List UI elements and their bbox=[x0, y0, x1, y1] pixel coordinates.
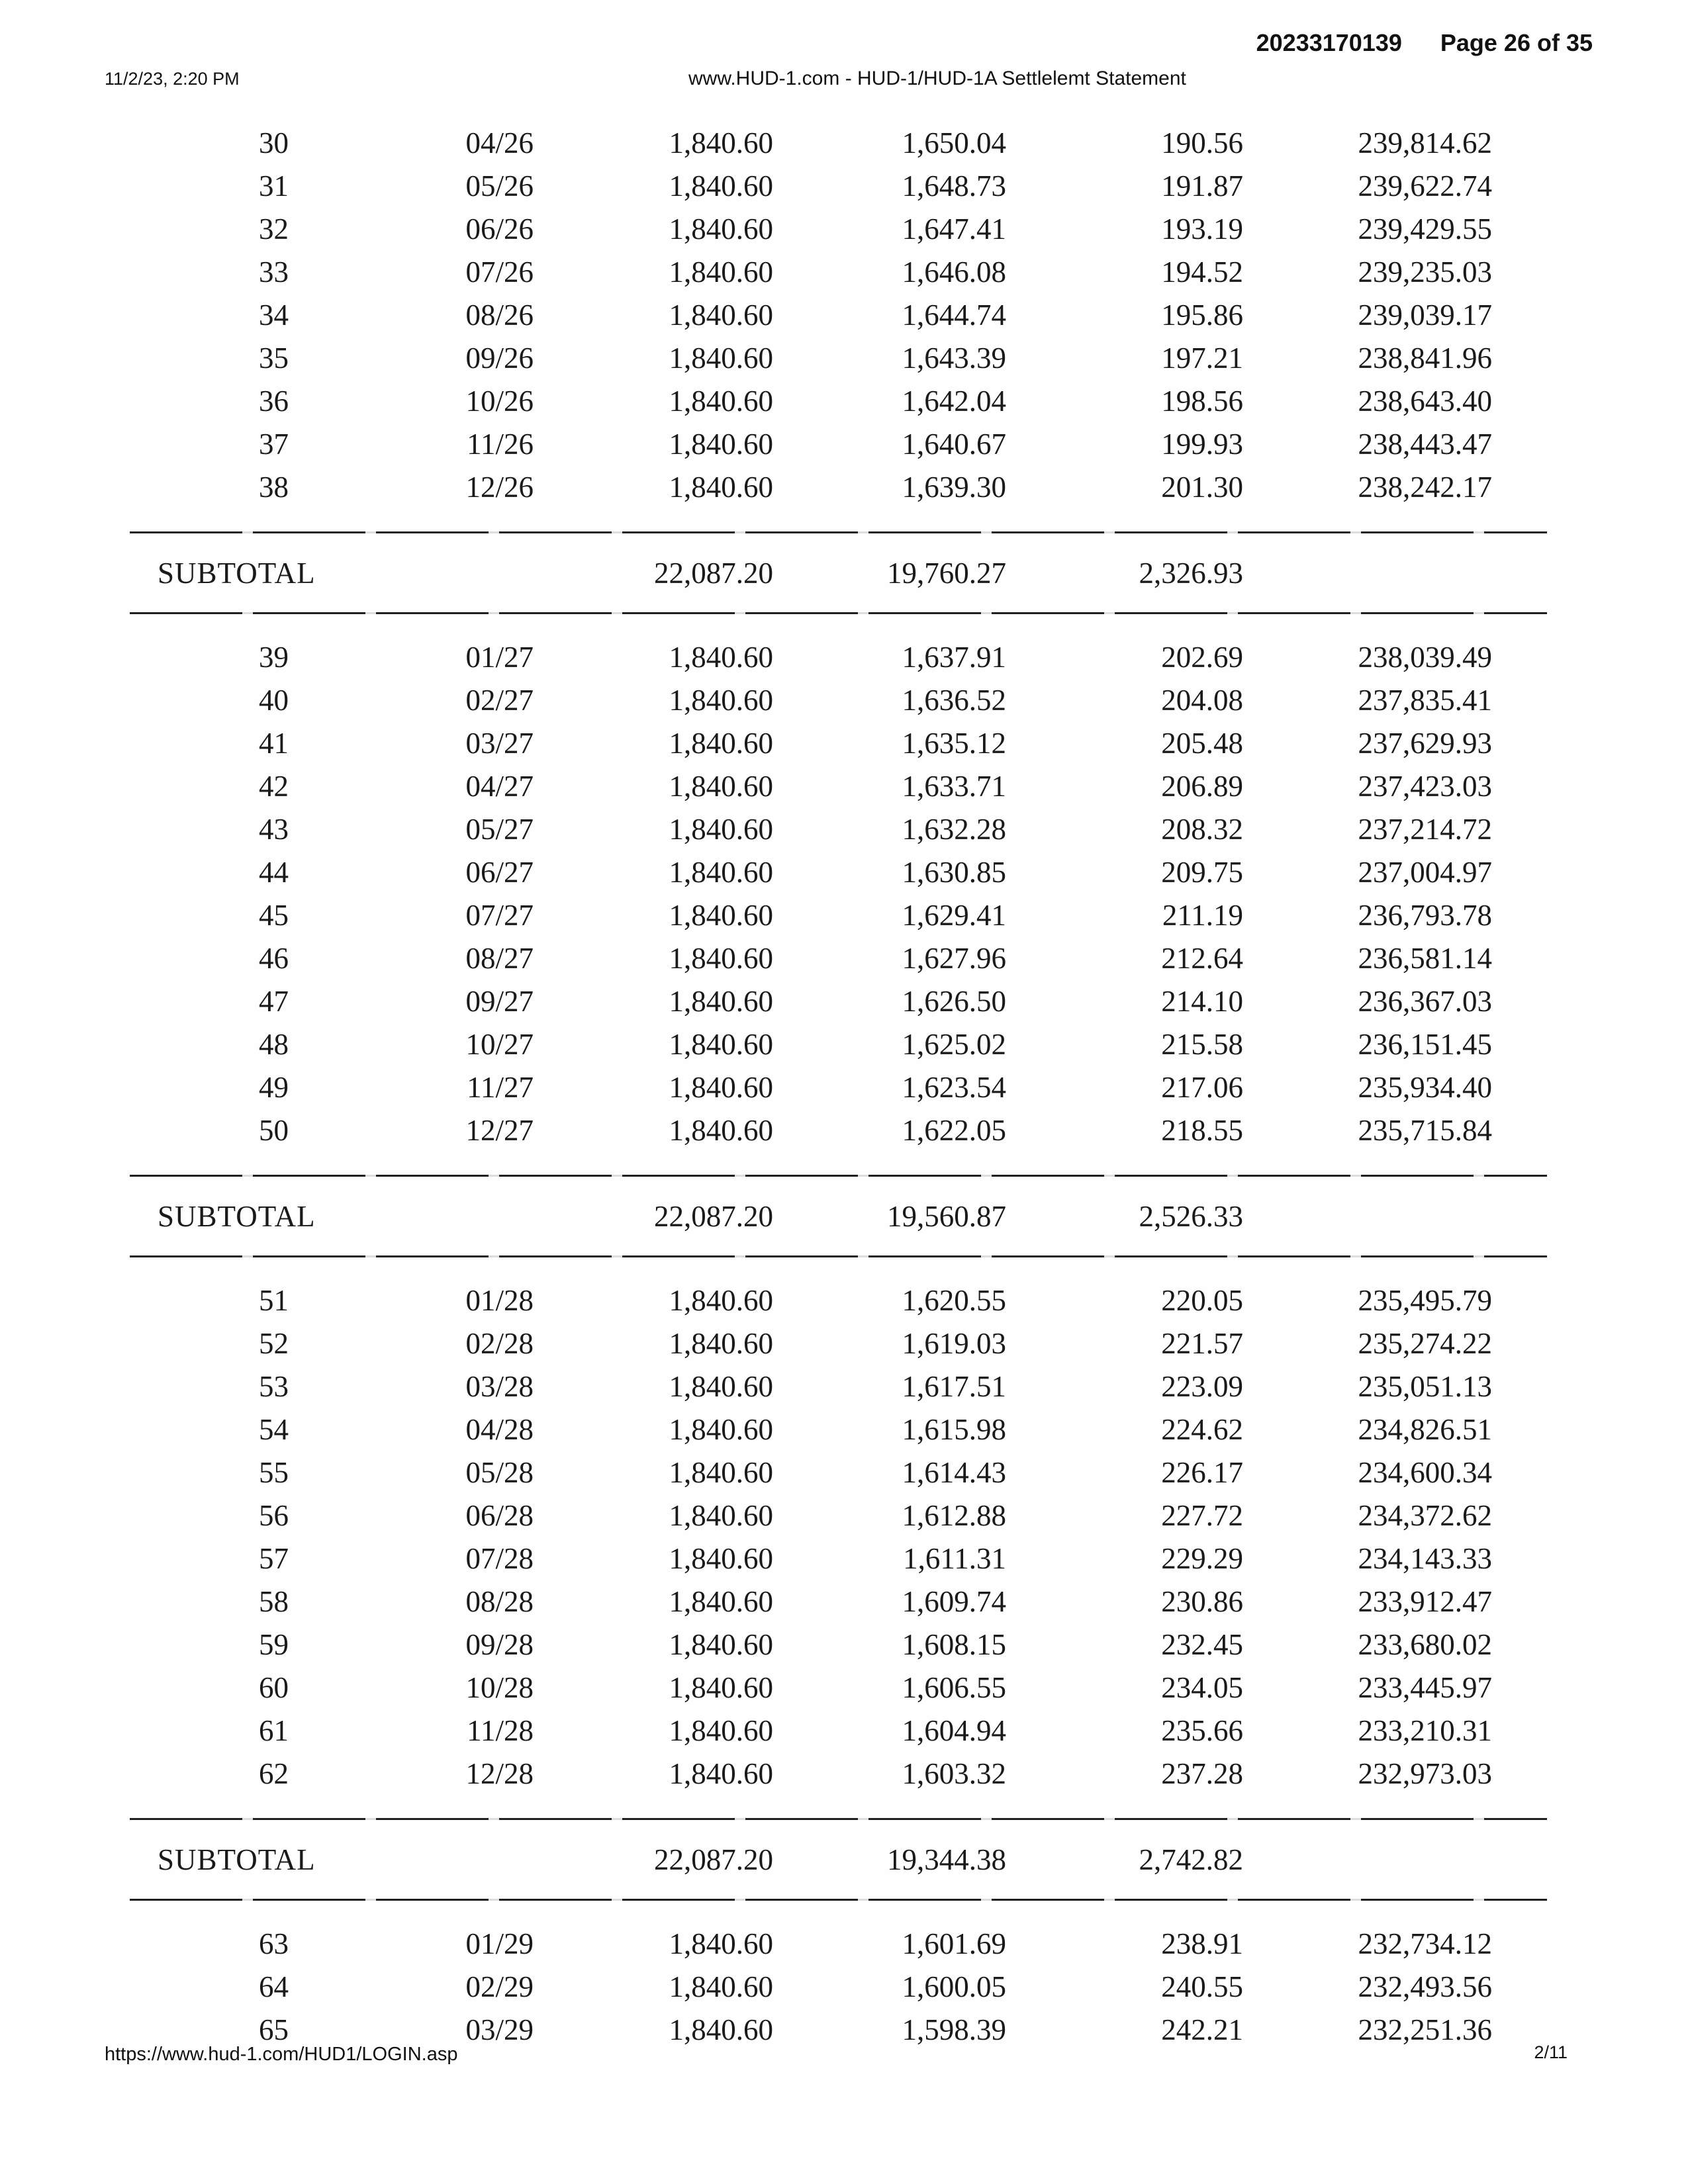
principal-cell: 232.45 bbox=[1161, 1628, 1243, 1661]
principal-cell: 237.28 bbox=[1161, 1757, 1243, 1790]
balance-cell: 232,734.12 bbox=[1358, 1927, 1492, 1960]
principal-cell: 234.05 bbox=[1161, 1671, 1243, 1704]
balance-cell: 239,622.74 bbox=[1358, 169, 1492, 203]
table-row bbox=[130, 1322, 1547, 1365]
payment-cell: 1,840.60 bbox=[669, 1671, 773, 1704]
table-row bbox=[130, 466, 1547, 509]
table-row bbox=[130, 1109, 1547, 1152]
payment-number-cell: 52 bbox=[259, 1327, 289, 1360]
date-cell: 07/27 bbox=[465, 899, 534, 932]
interest-cell: 1,636.52 bbox=[902, 684, 1006, 717]
interest-cell: 1,615.98 bbox=[902, 1413, 1006, 1446]
payment-cell: 1,840.60 bbox=[669, 1284, 773, 1317]
payment-cell: 1,840.60 bbox=[669, 727, 773, 760]
principal-cell: 198.56 bbox=[1161, 385, 1243, 418]
payment-number-cell: 42 bbox=[259, 770, 289, 803]
table-section bbox=[130, 1923, 1547, 2052]
subtotal-interest-cell: 19,560.87 bbox=[887, 1200, 1006, 1233]
subtotal-label: SUBTOTAL bbox=[158, 1843, 316, 1876]
table-row bbox=[130, 1623, 1547, 1666]
principal-cell: 211.19 bbox=[1162, 899, 1243, 932]
balance-cell: 235,934.40 bbox=[1358, 1071, 1492, 1104]
subtotal-payment-cell: 22,087.20 bbox=[654, 1200, 773, 1233]
interest-cell: 1,604.94 bbox=[902, 1714, 1006, 1747]
payment-number-cell: 65 bbox=[259, 2013, 289, 2046]
payment-number-cell: 37 bbox=[259, 428, 289, 461]
principal-cell: 242.21 bbox=[1161, 2013, 1243, 2046]
subtotal-interest-cell: 19,760.27 bbox=[887, 557, 1006, 590]
principal-cell: 240.55 bbox=[1161, 1970, 1243, 2003]
subtotal-payment-cell: 22,087.20 bbox=[654, 1843, 773, 1876]
interest-cell: 1,598.39 bbox=[902, 2013, 1006, 2046]
principal-cell: 229.29 bbox=[1161, 1542, 1243, 1575]
payment-number-cell: 32 bbox=[259, 212, 289, 246]
table-row bbox=[130, 1451, 1547, 1494]
date-cell: 02/27 bbox=[465, 684, 534, 717]
balance-cell: 232,973.03 bbox=[1358, 1757, 1492, 1790]
principal-cell: 217.06 bbox=[1161, 1071, 1243, 1104]
payment-cell: 1,840.60 bbox=[669, 1970, 773, 2003]
payment-number-cell: 35 bbox=[259, 341, 289, 375]
date-cell: 08/28 bbox=[465, 1585, 534, 1618]
date-cell: 05/26 bbox=[465, 169, 534, 203]
interest-cell: 1,637.91 bbox=[902, 641, 1006, 674]
separator-line bbox=[130, 612, 1547, 614]
date-cell: 04/27 bbox=[465, 770, 534, 803]
table-row bbox=[130, 122, 1547, 165]
table-row bbox=[130, 937, 1547, 980]
interest-cell: 1,642.04 bbox=[902, 385, 1006, 418]
subtotal-principal-cell: 2,526.33 bbox=[1139, 1200, 1243, 1233]
balance-cell: 236,581.14 bbox=[1358, 942, 1492, 975]
balance-cell: 236,367.03 bbox=[1358, 985, 1492, 1018]
table-row bbox=[130, 1023, 1547, 1066]
principal-cell: 214.10 bbox=[1161, 985, 1243, 1018]
date-cell: 09/27 bbox=[465, 985, 534, 1018]
interest-cell: 1,611.31 bbox=[903, 1542, 1006, 1575]
date-cell: 11/27 bbox=[467, 1071, 534, 1104]
principal-cell: 212.64 bbox=[1161, 942, 1243, 975]
date-cell: 02/28 bbox=[465, 1327, 534, 1360]
interest-cell: 1,612.88 bbox=[902, 1499, 1006, 1532]
date-cell: 06/28 bbox=[465, 1499, 534, 1532]
payment-number-cell: 41 bbox=[259, 727, 289, 760]
date-cell: 09/28 bbox=[465, 1628, 534, 1661]
payment-number-cell: 51 bbox=[259, 1284, 289, 1317]
payment-number-cell: 54 bbox=[259, 1413, 289, 1446]
payment-cell: 1,840.60 bbox=[669, 1456, 773, 1489]
interest-cell: 1,614.43 bbox=[902, 1456, 1006, 1489]
table-row bbox=[130, 1494, 1547, 1537]
table-row bbox=[130, 423, 1547, 466]
principal-cell: 238.91 bbox=[1161, 1927, 1243, 1960]
payment-number-cell: 33 bbox=[259, 255, 289, 289]
payment-cell: 1,840.60 bbox=[669, 1542, 773, 1575]
subtotal-payment-cell: 22,087.20 bbox=[654, 557, 773, 590]
payment-cell: 1,840.60 bbox=[669, 1114, 773, 1147]
principal-cell: 215.58 bbox=[1161, 1028, 1243, 1061]
principal-cell: 205.48 bbox=[1161, 727, 1243, 760]
footer-page-number: 2/11 bbox=[1534, 2042, 1568, 2062]
payment-number-cell: 49 bbox=[259, 1071, 289, 1104]
interest-cell: 1,601.69 bbox=[902, 1927, 1006, 1960]
date-cell: 03/28 bbox=[465, 1370, 534, 1403]
balance-cell: 232,251.36 bbox=[1358, 2013, 1492, 2046]
payment-cell: 1,840.60 bbox=[669, 255, 773, 289]
principal-cell: 193.19 bbox=[1161, 212, 1243, 246]
principal-cell: 221.57 bbox=[1161, 1327, 1243, 1360]
balance-cell: 237,004.97 bbox=[1358, 856, 1492, 889]
doc-number: 20233170139 bbox=[1256, 29, 1402, 56]
payment-number-cell: 63 bbox=[259, 1927, 289, 1960]
table-row bbox=[130, 1966, 1547, 2009]
payment-number-cell: 45 bbox=[259, 899, 289, 932]
interest-cell: 1,633.71 bbox=[902, 770, 1006, 803]
balance-cell: 239,235.03 bbox=[1358, 255, 1492, 289]
balance-cell: 233,680.02 bbox=[1358, 1628, 1492, 1661]
print-datetime: 11/2/23, 2:20 PM bbox=[105, 69, 240, 89]
payment-cell: 1,840.60 bbox=[669, 2013, 773, 2046]
date-cell: 01/27 bbox=[465, 641, 534, 674]
interest-cell: 1,608.15 bbox=[902, 1628, 1006, 1661]
balance-cell: 232,493.56 bbox=[1358, 1970, 1492, 2003]
principal-cell: 194.52 bbox=[1161, 255, 1243, 289]
table-row bbox=[130, 894, 1547, 937]
balance-cell: 239,814.62 bbox=[1358, 126, 1492, 159]
balance-cell: 237,423.03 bbox=[1358, 770, 1492, 803]
table-row bbox=[130, 1923, 1547, 1966]
table-row bbox=[130, 1408, 1547, 1451]
table-row bbox=[130, 380, 1547, 423]
interest-cell: 1,630.85 bbox=[902, 856, 1006, 889]
interest-cell: 1,644.74 bbox=[902, 298, 1006, 332]
interest-cell: 1,639.30 bbox=[902, 471, 1006, 504]
table-row bbox=[130, 1066, 1547, 1109]
payment-cell: 1,840.60 bbox=[669, 1413, 773, 1446]
payment-number-cell: 30 bbox=[259, 126, 289, 159]
payment-number-cell: 36 bbox=[259, 385, 289, 418]
principal-cell: 206.89 bbox=[1161, 770, 1243, 803]
table-row bbox=[130, 980, 1547, 1023]
table-row bbox=[130, 1537, 1547, 1580]
balance-cell: 234,600.34 bbox=[1358, 1456, 1492, 1489]
balance-cell: 238,443.47 bbox=[1358, 428, 1492, 461]
payment-number-cell: 64 bbox=[259, 1970, 289, 2003]
date-cell: 05/27 bbox=[465, 813, 534, 846]
interest-cell: 1,650.04 bbox=[902, 126, 1006, 159]
payment-number-cell: 47 bbox=[259, 985, 289, 1018]
separator-line bbox=[130, 1899, 1547, 1901]
balance-cell: 233,210.31 bbox=[1358, 1714, 1492, 1747]
table-row bbox=[130, 679, 1547, 722]
doc-header bbox=[1256, 29, 1593, 57]
date-cell: 04/28 bbox=[465, 1413, 534, 1446]
principal-cell: 201.30 bbox=[1161, 471, 1243, 504]
payment-cell: 1,840.60 bbox=[669, 1927, 773, 1960]
principal-cell: 199.93 bbox=[1161, 428, 1243, 461]
date-cell: 08/27 bbox=[465, 942, 534, 975]
payment-cell: 1,840.60 bbox=[669, 385, 773, 418]
principal-cell: 230.86 bbox=[1161, 1585, 1243, 1618]
date-cell: 07/28 bbox=[465, 1542, 534, 1575]
payment-cell: 1,840.60 bbox=[669, 985, 773, 1018]
interest-cell: 1,609.74 bbox=[902, 1585, 1006, 1618]
payment-cell: 1,840.60 bbox=[669, 126, 773, 159]
date-cell: 12/28 bbox=[465, 1757, 534, 1790]
table-row bbox=[130, 1752, 1547, 1796]
date-cell: 11/28 bbox=[467, 1714, 534, 1747]
interest-cell: 1,617.51 bbox=[902, 1370, 1006, 1403]
interest-cell: 1,622.05 bbox=[902, 1114, 1006, 1147]
date-cell: 08/26 bbox=[465, 298, 534, 332]
payment-cell: 1,840.60 bbox=[669, 899, 773, 932]
balance-cell: 234,826.51 bbox=[1358, 1413, 1492, 1446]
payment-cell: 1,840.60 bbox=[669, 212, 773, 246]
balance-cell: 239,429.55 bbox=[1358, 212, 1492, 246]
interest-cell: 1,603.32 bbox=[902, 1757, 1006, 1790]
interest-cell: 1,619.03 bbox=[902, 1327, 1006, 1360]
payment-cell: 1,840.60 bbox=[669, 298, 773, 332]
table-row bbox=[130, 851, 1547, 894]
payment-number-cell: 48 bbox=[259, 1028, 289, 1061]
table-row bbox=[130, 294, 1547, 337]
table-section bbox=[130, 122, 1547, 509]
balance-cell: 235,495.79 bbox=[1358, 1284, 1492, 1317]
balance-cell: 235,051.13 bbox=[1358, 1370, 1492, 1403]
balance-cell: 234,372.62 bbox=[1358, 1499, 1492, 1532]
balance-cell: 238,643.40 bbox=[1358, 385, 1492, 418]
principal-cell: 195.86 bbox=[1161, 298, 1243, 332]
table-row bbox=[130, 765, 1547, 808]
interest-cell: 1,643.39 bbox=[902, 341, 1006, 375]
amortization-table bbox=[130, 122, 1547, 2052]
payment-number-cell: 46 bbox=[259, 942, 289, 975]
principal-cell: 209.75 bbox=[1161, 856, 1243, 889]
interest-cell: 1,625.02 bbox=[902, 1028, 1006, 1061]
balance-cell: 239,039.17 bbox=[1358, 298, 1492, 332]
date-cell: 10/28 bbox=[465, 1671, 534, 1704]
payment-cell: 1,840.60 bbox=[669, 684, 773, 717]
payment-cell: 1,840.60 bbox=[669, 1628, 773, 1661]
balance-cell: 233,445.97 bbox=[1358, 1671, 1492, 1704]
principal-cell: 220.05 bbox=[1161, 1284, 1243, 1317]
payment-number-cell: 34 bbox=[259, 298, 289, 332]
subtotal-principal-cell: 2,742.82 bbox=[1139, 1843, 1243, 1876]
principal-cell: 204.08 bbox=[1161, 684, 1243, 717]
payment-cell: 1,840.60 bbox=[669, 341, 773, 375]
table-row bbox=[130, 722, 1547, 765]
date-cell: 05/28 bbox=[465, 1456, 534, 1489]
payment-number-cell: 62 bbox=[259, 1757, 289, 1790]
payment-cell: 1,840.60 bbox=[669, 641, 773, 674]
interest-cell: 1,606.55 bbox=[902, 1671, 1006, 1704]
payment-number-cell: 57 bbox=[259, 1542, 289, 1575]
principal-cell: 208.32 bbox=[1161, 813, 1243, 846]
table-row bbox=[130, 1709, 1547, 1752]
interest-cell: 1,635.12 bbox=[902, 727, 1006, 760]
footer-url: https://www.hud-1.com/HUD1/LOGIN.asp bbox=[105, 2044, 458, 2065]
table-row bbox=[130, 208, 1547, 251]
balance-cell: 238,039.49 bbox=[1358, 641, 1492, 674]
balance-cell: 235,274.22 bbox=[1358, 1327, 1492, 1360]
table-section bbox=[130, 636, 1547, 1152]
balance-cell: 234,143.33 bbox=[1358, 1542, 1492, 1575]
date-cell: 12/27 bbox=[465, 1114, 534, 1147]
payment-number-cell: 58 bbox=[259, 1585, 289, 1618]
date-cell: 03/27 bbox=[465, 727, 534, 760]
balance-cell: 236,793.78 bbox=[1358, 899, 1492, 932]
principal-cell: 235.66 bbox=[1161, 1714, 1243, 1747]
date-cell: 10/27 bbox=[465, 1028, 534, 1061]
date-cell: 06/26 bbox=[465, 212, 534, 246]
payment-number-cell: 44 bbox=[259, 856, 289, 889]
table-row bbox=[130, 808, 1547, 851]
separator-line bbox=[130, 1255, 1547, 1257]
date-cell: 10/26 bbox=[465, 385, 534, 418]
interest-cell: 1,626.50 bbox=[902, 985, 1006, 1018]
balance-cell: 237,835.41 bbox=[1358, 684, 1492, 717]
payment-number-cell: 31 bbox=[259, 169, 289, 203]
payment-number-cell: 40 bbox=[259, 684, 289, 717]
payment-number-cell: 59 bbox=[259, 1628, 289, 1661]
principal-cell: 224.62 bbox=[1161, 1413, 1243, 1446]
table-row bbox=[130, 1580, 1547, 1623]
interest-cell: 1,646.08 bbox=[902, 255, 1006, 289]
table-row bbox=[130, 636, 1547, 679]
principal-cell: 190.56 bbox=[1161, 126, 1243, 159]
payment-number-cell: 60 bbox=[259, 1671, 289, 1704]
date-cell: 04/26 bbox=[465, 126, 534, 159]
interest-cell: 1,648.73 bbox=[902, 169, 1006, 203]
payment-cell: 1,840.60 bbox=[669, 856, 773, 889]
interest-cell: 1,620.55 bbox=[902, 1284, 1006, 1317]
interest-cell: 1,627.96 bbox=[902, 942, 1006, 975]
payment-cell: 1,840.60 bbox=[669, 1327, 773, 1360]
payment-number-cell: 55 bbox=[259, 1456, 289, 1489]
table-row bbox=[130, 165, 1547, 208]
date-cell: 12/26 bbox=[465, 471, 534, 504]
date-cell: 06/27 bbox=[465, 856, 534, 889]
principal-cell: 227.72 bbox=[1161, 1499, 1243, 1532]
date-cell: 01/29 bbox=[465, 1927, 534, 1960]
payment-cell: 1,840.60 bbox=[669, 1757, 773, 1790]
principal-cell: 202.69 bbox=[1161, 641, 1243, 674]
table-row bbox=[130, 251, 1547, 294]
payment-cell: 1,840.60 bbox=[669, 1714, 773, 1747]
payment-cell: 1,840.60 bbox=[669, 471, 773, 504]
principal-cell: 218.55 bbox=[1161, 1114, 1243, 1147]
payment-cell: 1,840.60 bbox=[669, 1028, 773, 1061]
interest-cell: 1,600.05 bbox=[902, 1970, 1006, 2003]
payment-number-cell: 50 bbox=[259, 1114, 289, 1147]
table-row bbox=[130, 337, 1547, 380]
interest-cell: 1,640.67 bbox=[902, 428, 1006, 461]
subtotal-row bbox=[130, 1177, 1547, 1255]
payment-number-cell: 38 bbox=[259, 471, 289, 504]
payment-cell: 1,840.60 bbox=[669, 1071, 773, 1104]
balance-cell: 237,629.93 bbox=[1358, 727, 1492, 760]
page-label: Page 26 of 35 bbox=[1440, 29, 1593, 56]
payment-cell: 1,840.60 bbox=[669, 1370, 773, 1403]
subtotal-label: SUBTOTAL bbox=[158, 557, 316, 590]
payment-number-cell: 53 bbox=[259, 1370, 289, 1403]
page-title: www.HUD-1.com - HUD-1/HUD-1A Settlelemt Statement bbox=[688, 68, 1186, 89]
payment-number-cell: 61 bbox=[259, 1714, 289, 1747]
table-row bbox=[130, 1365, 1547, 1408]
subtotal-row bbox=[130, 533, 1547, 612]
balance-cell: 238,242.17 bbox=[1358, 471, 1492, 504]
table-row bbox=[130, 1666, 1547, 1709]
subtotal-interest-cell: 19,344.38 bbox=[887, 1843, 1006, 1876]
principal-cell: 226.17 bbox=[1161, 1456, 1243, 1489]
balance-cell: 235,715.84 bbox=[1358, 1114, 1492, 1147]
table-section bbox=[130, 1279, 1547, 1796]
payment-cell: 1,840.60 bbox=[669, 770, 773, 803]
date-cell: 03/29 bbox=[465, 2013, 534, 2046]
balance-cell: 238,841.96 bbox=[1358, 341, 1492, 375]
balance-cell: 236,151.45 bbox=[1358, 1028, 1492, 1061]
date-cell: 01/28 bbox=[465, 1284, 534, 1317]
payment-number-cell: 39 bbox=[259, 641, 289, 674]
interest-cell: 1,623.54 bbox=[902, 1071, 1006, 1104]
payment-cell: 1,840.60 bbox=[669, 169, 773, 203]
interest-cell: 1,632.28 bbox=[902, 813, 1006, 846]
subtotal-principal-cell: 2,326.93 bbox=[1139, 557, 1243, 590]
date-cell: 09/26 bbox=[465, 341, 534, 375]
date-cell: 07/26 bbox=[465, 255, 534, 289]
principal-cell: 191.87 bbox=[1161, 169, 1243, 203]
principal-cell: 197.21 bbox=[1161, 341, 1243, 375]
payment-number-cell: 56 bbox=[259, 1499, 289, 1532]
interest-cell: 1,647.41 bbox=[902, 212, 1006, 246]
balance-cell: 233,912.47 bbox=[1358, 1585, 1492, 1618]
payment-cell: 1,840.60 bbox=[669, 428, 773, 461]
payment-number-cell: 43 bbox=[259, 813, 289, 846]
table-row bbox=[130, 1279, 1547, 1322]
interest-cell: 1,629.41 bbox=[902, 899, 1006, 932]
payment-cell: 1,840.60 bbox=[669, 1585, 773, 1618]
balance-cell: 237,214.72 bbox=[1358, 813, 1492, 846]
principal-cell: 223.09 bbox=[1161, 1370, 1243, 1403]
date-cell: 11/26 bbox=[467, 428, 534, 461]
payment-cell: 1,840.60 bbox=[669, 1499, 773, 1532]
subtotal-label: SUBTOTAL bbox=[158, 1200, 316, 1233]
subtotal-row bbox=[130, 1820, 1547, 1899]
date-cell: 02/29 bbox=[465, 1970, 534, 2003]
payment-cell: 1,840.60 bbox=[669, 942, 773, 975]
payment-cell: 1,840.60 bbox=[669, 813, 773, 846]
